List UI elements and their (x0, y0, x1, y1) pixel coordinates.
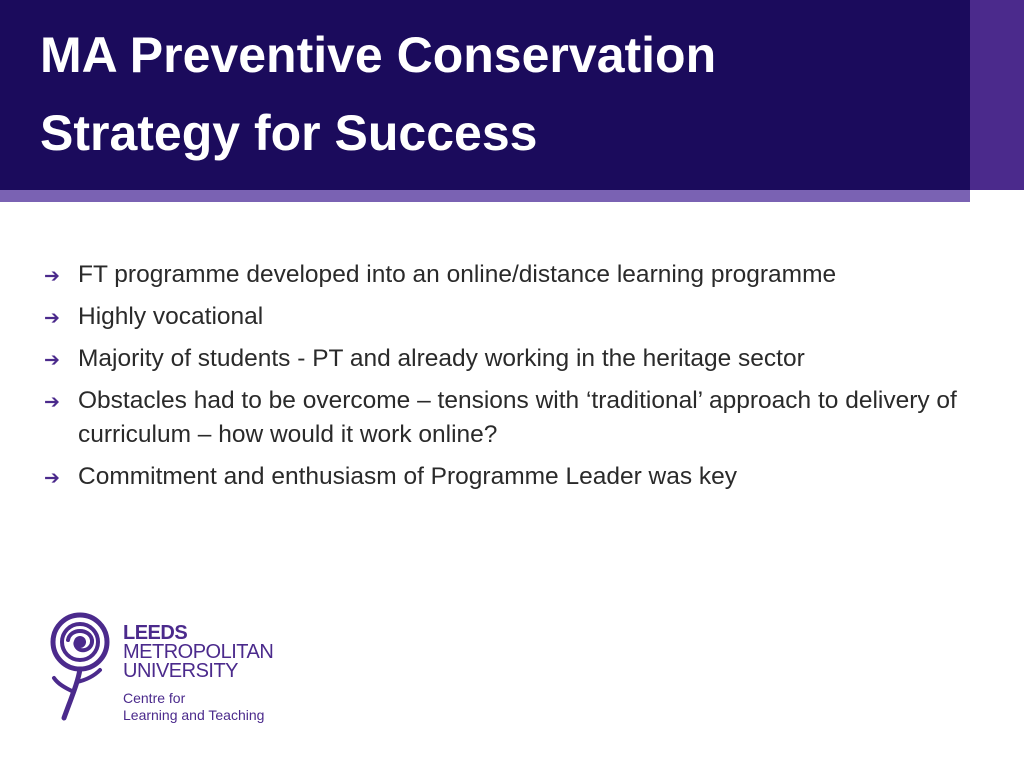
right-arrow-icon: ➔ (44, 391, 60, 413)
bullet-item (42, 460, 972, 494)
header-underline (0, 190, 970, 202)
bullet-text: Highly vocational (78, 303, 264, 330)
bullet-item (42, 384, 972, 452)
university-name-line-1: LEEDS (123, 622, 188, 644)
bullet-item (42, 258, 972, 292)
bullet-text: Commitment and enthusiasm of Programme Leader was key (78, 463, 738, 490)
department-name-line-2: Learning and Teaching (123, 707, 265, 723)
slide-title (40, 16, 940, 172)
rose-emblem-icon (50, 610, 112, 722)
slide-title-line-1: MA Preventive Conservation (40, 27, 717, 83)
side-accent-bar (970, 0, 1024, 190)
department-name (123, 690, 264, 724)
bullet-text: FT programme developed into an online/distance learning programme (78, 261, 837, 288)
bullet-item (42, 300, 972, 334)
bullet-text: Majority of students - PT and already working in the heritage sector (78, 345, 805, 372)
right-arrow-icon: ➔ (44, 265, 60, 287)
university-name-line-3: UNIVERSITY (123, 660, 239, 682)
university-name-line-2: METROPOLITAN (123, 641, 274, 663)
right-arrow-icon: ➔ (44, 467, 60, 489)
university-logo (50, 610, 310, 730)
bullet-list (42, 258, 972, 502)
right-arrow-icon: ➔ (44, 307, 60, 329)
right-arrow-icon: ➔ (44, 349, 60, 371)
university-name (123, 624, 273, 681)
bullet-item (42, 342, 972, 376)
department-name-line-1: Centre for (123, 690, 186, 706)
bullet-text: Obstacles had to be overcome – tensions with ‘traditional’ approach to delivery of curriculum – how would it work online? (78, 387, 957, 448)
slide-title-line-2: Strategy for Success (40, 105, 538, 161)
